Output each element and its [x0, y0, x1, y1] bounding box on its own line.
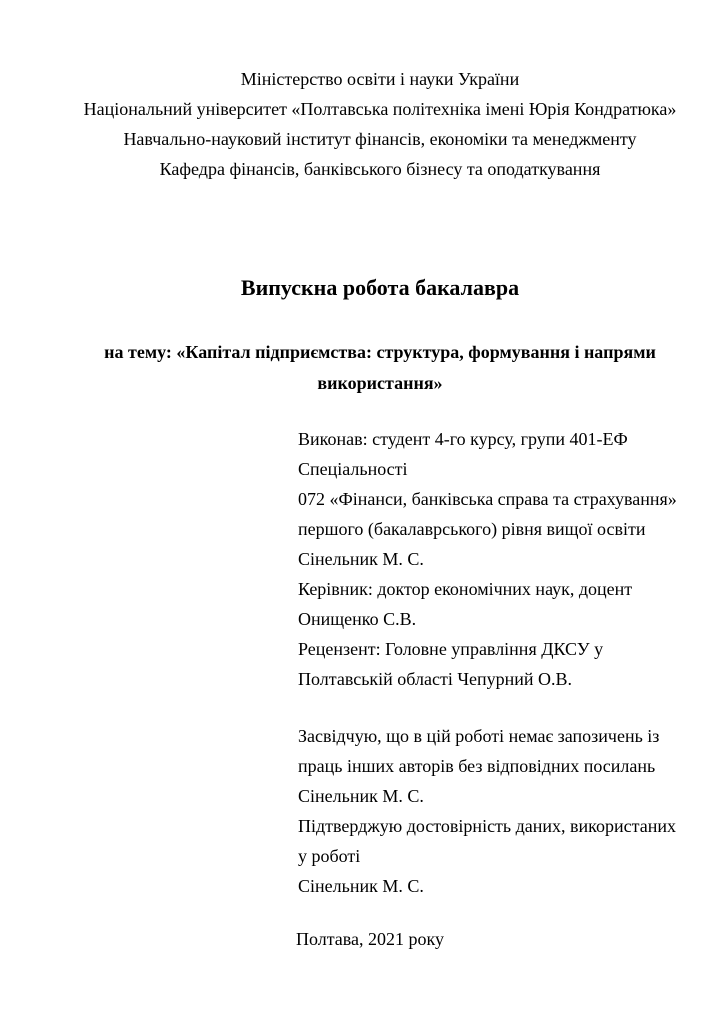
attestation-line-no-plagiarism-1: Засвідчую, що в цій роботі немає запозичень із	[298, 726, 660, 746]
place-and-year: Полтава, 2021 року	[295, 929, 445, 949]
attestation-line-data-accuracy-2: у роботі	[298, 846, 361, 866]
attestation-signature-1: Сінельник М. С.	[298, 786, 424, 806]
details-line-supervisor-name: Онищенко С.В.	[298, 609, 417, 629]
thesis-topic: на тему: «Капітал підприємства: структура, формування і напрями використання»	[104, 342, 656, 393]
details-line-reviewer-name: Полтавській області Чепурний О.В.	[298, 669, 573, 689]
details-line-reviewer: Рецензент: Головне управління ДКСУ у	[298, 639, 604, 659]
ministry-header	[40, 0, 720, 184]
details-line-degree-level: першого (бакалаврського) рівня вищої освіти	[298, 519, 646, 539]
attestation-signature-2: Сінельник М. С.	[298, 876, 424, 896]
header-line-ministry: Міністерство освіти і науки України	[240, 69, 520, 89]
header-line-university: Національний університет «Полтавська політехніка імені Юрія Кондратюка»	[83, 99, 677, 119]
details-line-author: Виконав: студент 4-го курсу, групи 401-ЕФ	[298, 429, 628, 449]
details-line-specialty-label: Спеціальності	[298, 459, 408, 479]
details-line-supervisor: Керівник: доктор економічних наук, доцент	[298, 579, 633, 599]
attestation-line-no-plagiarism-2: праць інших авторів без відповідних посилань	[298, 756, 656, 776]
details-line-specialty-code: 072 «Фінанси, банківська справа та страхування»	[298, 489, 677, 509]
attestation-line-data-accuracy-1: Підтверджую достовірність даних, використаних	[298, 816, 676, 836]
details-block	[298, 424, 724, 694]
header-line-department: Кафедра фінансів, банківського бізнесу та оподаткування	[159, 159, 601, 179]
details-line-author-name: Сінельник М. С.	[298, 549, 424, 569]
thesis-title: Випускна робота бакалавра	[240, 275, 520, 300]
header-line-institute: Навчально-науковий інститут фінансів, економіки та менеджменту	[123, 129, 637, 149]
attestation-block	[298, 721, 724, 901]
